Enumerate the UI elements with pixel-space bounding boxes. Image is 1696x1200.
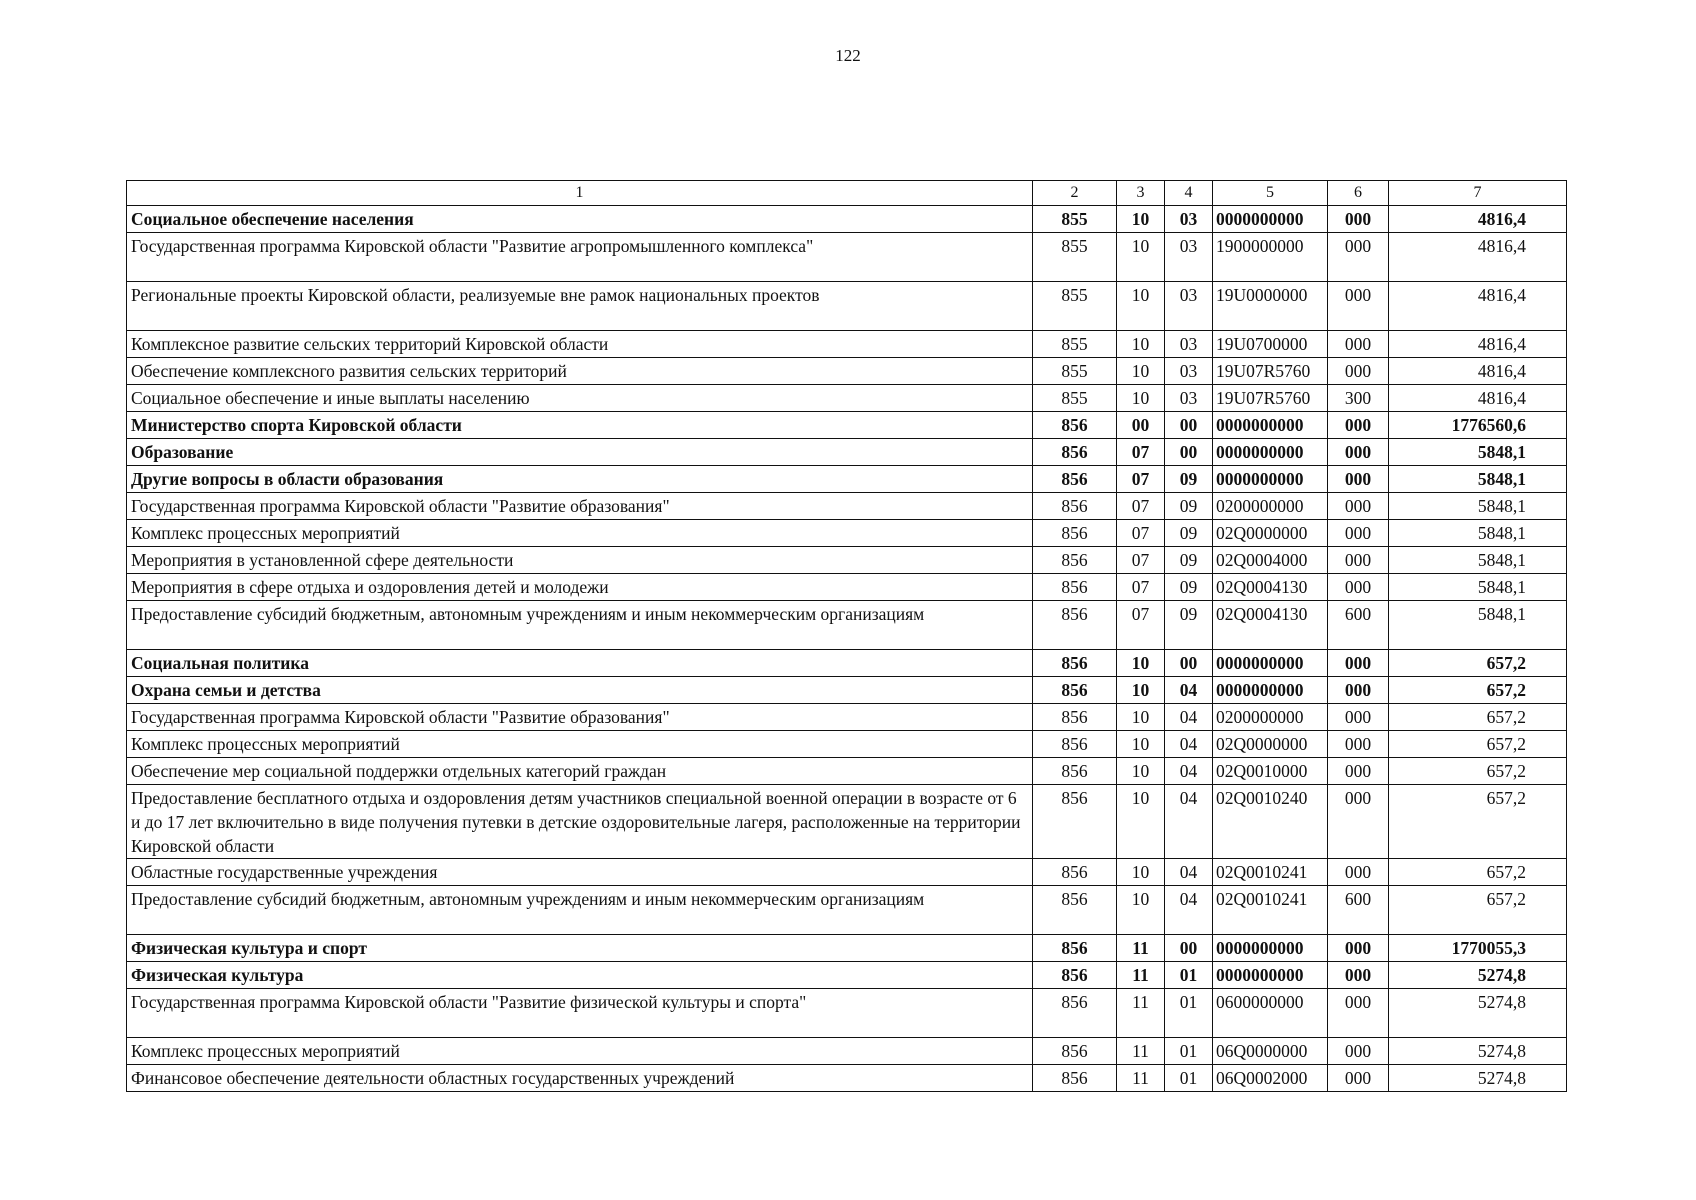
row-name-cell: Государственная программа Кировской области "Развитие агропромышленного комплекса" xyxy=(127,233,1033,282)
row-name-cell: Охрана семьи и детства xyxy=(127,677,1033,704)
expense-type-cell: 000 xyxy=(1328,206,1389,233)
table-row xyxy=(127,493,1567,520)
expense-type-cell: 000 xyxy=(1328,989,1389,1038)
row-name-cell: Предоставление субсидий бюджетным, автономным учреждениям и иным некоммерческим организациям xyxy=(127,601,1033,650)
section-code-cell: 07 xyxy=(1117,547,1165,574)
section-code-cell: 10 xyxy=(1117,785,1165,859)
row-name-cell: Предоставление бесплатного отдыха и оздоровления детям участников специальной военной операции в возрасте от 6 и до 17 лет включительно в виде получения путевки в детские оздоровительные лагеря, расположенные на территории Кировской области xyxy=(127,785,1033,859)
chapter-code-cell: 856 xyxy=(1033,677,1117,704)
chapter-code-cell: 856 xyxy=(1033,886,1117,935)
table-row xyxy=(127,935,1567,962)
subsection-code-cell: 03 xyxy=(1165,233,1213,282)
subsection-code-cell: 01 xyxy=(1165,1065,1213,1092)
table-row xyxy=(127,650,1567,677)
target-article-cell: 0000000000 xyxy=(1213,439,1328,466)
chapter-code-cell: 856 xyxy=(1033,650,1117,677)
table-row xyxy=(127,601,1567,650)
chapter-code-cell: 856 xyxy=(1033,412,1117,439)
target-article-cell: 0000000000 xyxy=(1213,962,1328,989)
expense-type-cell: 000 xyxy=(1328,731,1389,758)
row-name-cell: Государственная программа Кировской области "Развитие образования" xyxy=(127,704,1033,731)
row-name-cell: Государственная программа Кировской области "Развитие физической культуры и спорта" xyxy=(127,989,1033,1038)
table-row xyxy=(127,233,1567,282)
amount-cell: 5848,1 xyxy=(1389,466,1567,493)
subsection-code-cell: 09 xyxy=(1165,601,1213,650)
amount-cell: 657,2 xyxy=(1389,704,1567,731)
subsection-code-cell: 03 xyxy=(1165,206,1213,233)
row-name-cell: Физическая культура и спорт xyxy=(127,935,1033,962)
subsection-code-cell: 04 xyxy=(1165,677,1213,704)
target-article-cell: 0200000000 xyxy=(1213,493,1328,520)
subsection-code-cell: 09 xyxy=(1165,466,1213,493)
section-code-cell: 07 xyxy=(1117,601,1165,650)
row-name-cell: Комплекс процессных мероприятий xyxy=(127,520,1033,547)
amount-cell: 5848,1 xyxy=(1389,547,1567,574)
header-cell-1: 1 xyxy=(127,181,1033,206)
row-name-cell: Областные государственные учреждения xyxy=(127,859,1033,886)
header-cell-6: 6 xyxy=(1328,181,1389,206)
table-row xyxy=(127,547,1567,574)
amount-cell: 657,2 xyxy=(1389,886,1567,935)
target-article-cell: 02Q0010240 xyxy=(1213,785,1328,859)
expense-type-cell: 000 xyxy=(1328,520,1389,547)
table-row xyxy=(127,785,1567,859)
row-name-cell: Предоставление субсидий бюджетным, автономным учреждениям и иным некоммерческим организациям xyxy=(127,886,1033,935)
section-code-cell: 00 xyxy=(1117,412,1165,439)
target-article-cell: 19U0700000 xyxy=(1213,331,1328,358)
row-name-cell: Физическая культура xyxy=(127,962,1033,989)
row-name-cell: Социальное обеспечение и иные выплаты населению xyxy=(127,385,1033,412)
chapter-code-cell: 856 xyxy=(1033,785,1117,859)
amount-cell: 4816,4 xyxy=(1389,206,1567,233)
expense-type-cell: 000 xyxy=(1328,650,1389,677)
subsection-code-cell: 00 xyxy=(1165,650,1213,677)
chapter-code-cell: 856 xyxy=(1033,731,1117,758)
row-name-cell: Комплексное развитие сельских территорий Кировской области xyxy=(127,331,1033,358)
chapter-code-cell: 856 xyxy=(1033,962,1117,989)
subsection-code-cell: 04 xyxy=(1165,859,1213,886)
subsection-code-cell: 03 xyxy=(1165,282,1213,331)
chapter-code-cell: 856 xyxy=(1033,520,1117,547)
chapter-code-cell: 856 xyxy=(1033,704,1117,731)
target-article-cell: 02Q0000000 xyxy=(1213,520,1328,547)
expense-type-cell: 000 xyxy=(1328,233,1389,282)
expense-type-cell: 300 xyxy=(1328,385,1389,412)
amount-cell: 657,2 xyxy=(1389,758,1567,785)
row-name-cell: Финансовое обеспечение деятельности областных государственных учреждений xyxy=(127,1065,1033,1092)
subsection-code-cell: 01 xyxy=(1165,962,1213,989)
chapter-code-cell: 856 xyxy=(1033,547,1117,574)
subsection-code-cell: 03 xyxy=(1165,385,1213,412)
subsection-code-cell: 09 xyxy=(1165,574,1213,601)
expense-type-cell: 000 xyxy=(1328,466,1389,493)
target-article-cell: 19U07R5760 xyxy=(1213,385,1328,412)
row-name-cell: Образование xyxy=(127,439,1033,466)
chapter-code-cell: 855 xyxy=(1033,331,1117,358)
target-article-cell: 02Q0004000 xyxy=(1213,547,1328,574)
expense-type-cell: 000 xyxy=(1328,439,1389,466)
section-code-cell: 10 xyxy=(1117,704,1165,731)
expense-type-cell: 000 xyxy=(1328,282,1389,331)
target-article-cell: 0000000000 xyxy=(1213,935,1328,962)
amount-cell: 657,2 xyxy=(1389,859,1567,886)
subsection-code-cell: 01 xyxy=(1165,1038,1213,1065)
subsection-code-cell: 00 xyxy=(1165,412,1213,439)
row-name-cell: Обеспечение комплексного развития сельских территорий xyxy=(127,358,1033,385)
expense-type-cell: 000 xyxy=(1328,574,1389,601)
expense-type-cell: 000 xyxy=(1328,935,1389,962)
row-name-cell: Другие вопросы в области образования xyxy=(127,466,1033,493)
expense-type-cell: 000 xyxy=(1328,1065,1389,1092)
subsection-code-cell: 04 xyxy=(1165,758,1213,785)
target-article-cell: 0000000000 xyxy=(1213,650,1328,677)
target-article-cell: 19U0000000 xyxy=(1213,282,1328,331)
section-code-cell: 10 xyxy=(1117,206,1165,233)
expense-type-cell: 000 xyxy=(1328,704,1389,731)
target-article-cell: 19U07R5760 xyxy=(1213,358,1328,385)
target-article-cell: 0000000000 xyxy=(1213,206,1328,233)
subsection-code-cell: 04 xyxy=(1165,785,1213,859)
section-code-cell: 11 xyxy=(1117,989,1165,1038)
chapter-code-cell: 856 xyxy=(1033,439,1117,466)
table-row xyxy=(127,859,1567,886)
amount-cell: 5848,1 xyxy=(1389,439,1567,466)
amount-cell: 657,2 xyxy=(1389,785,1567,859)
subsection-code-cell: 00 xyxy=(1165,935,1213,962)
target-article-cell: 02Q0010000 xyxy=(1213,758,1328,785)
amount-cell: 5848,1 xyxy=(1389,574,1567,601)
subsection-code-cell: 04 xyxy=(1165,886,1213,935)
section-code-cell: 10 xyxy=(1117,758,1165,785)
table-row xyxy=(127,1065,1567,1092)
row-name-cell: Социальная политика xyxy=(127,650,1033,677)
expense-type-cell: 000 xyxy=(1328,412,1389,439)
chapter-code-cell: 855 xyxy=(1033,206,1117,233)
header-cell-3: 3 xyxy=(1117,181,1165,206)
amount-cell: 5848,1 xyxy=(1389,601,1567,650)
section-code-cell: 11 xyxy=(1117,962,1165,989)
expense-type-cell: 000 xyxy=(1328,859,1389,886)
section-code-cell: 07 xyxy=(1117,439,1165,466)
amount-cell: 5274,8 xyxy=(1389,962,1567,989)
header-cell-4: 4 xyxy=(1165,181,1213,206)
section-code-cell: 07 xyxy=(1117,574,1165,601)
section-code-cell: 07 xyxy=(1117,520,1165,547)
amount-cell: 4816,4 xyxy=(1389,331,1567,358)
expense-type-cell: 000 xyxy=(1328,962,1389,989)
target-article-cell: 0000000000 xyxy=(1213,677,1328,704)
row-name-cell: Социальное обеспечение населения xyxy=(127,206,1033,233)
subsection-code-cell: 09 xyxy=(1165,547,1213,574)
header-cell-5: 5 xyxy=(1213,181,1328,206)
table-row xyxy=(127,962,1567,989)
amount-cell: 5274,8 xyxy=(1389,1038,1567,1065)
section-code-cell: 10 xyxy=(1117,650,1165,677)
section-code-cell: 10 xyxy=(1117,859,1165,886)
row-name-cell: Региональные проекты Кировской области, реализуемые вне рамок национальных проектов xyxy=(127,282,1033,331)
chapter-code-cell: 855 xyxy=(1033,385,1117,412)
subsection-code-cell: 03 xyxy=(1165,331,1213,358)
section-code-cell: 10 xyxy=(1117,331,1165,358)
chapter-code-cell: 856 xyxy=(1033,574,1117,601)
table-row xyxy=(127,358,1567,385)
chapter-code-cell: 856 xyxy=(1033,758,1117,785)
chapter-code-cell: 856 xyxy=(1033,989,1117,1038)
table-body xyxy=(127,181,1567,1092)
table-row xyxy=(127,731,1567,758)
amount-cell: 5274,8 xyxy=(1389,989,1567,1038)
section-code-cell: 10 xyxy=(1117,358,1165,385)
section-code-cell: 07 xyxy=(1117,493,1165,520)
table-row xyxy=(127,412,1567,439)
page-number: 122 xyxy=(835,46,861,65)
chapter-code-cell: 855 xyxy=(1033,233,1117,282)
subsection-code-cell: 04 xyxy=(1165,704,1213,731)
subsection-code-cell: 00 xyxy=(1165,439,1213,466)
chapter-code-cell: 856 xyxy=(1033,466,1117,493)
section-code-cell: 10 xyxy=(1117,385,1165,412)
amount-cell: 657,2 xyxy=(1389,731,1567,758)
subsection-code-cell: 01 xyxy=(1165,989,1213,1038)
table-row xyxy=(127,758,1567,785)
budget-table xyxy=(126,180,1567,1092)
row-name-cell: Министерство спорта Кировской области xyxy=(127,412,1033,439)
table-row xyxy=(127,886,1567,935)
target-article-cell: 02Q0010241 xyxy=(1213,859,1328,886)
section-code-cell: 11 xyxy=(1117,935,1165,962)
target-article-cell: 0000000000 xyxy=(1213,466,1328,493)
row-name-cell: Государственная программа Кировской области "Развитие образования" xyxy=(127,493,1033,520)
target-article-cell: 06Q0002000 xyxy=(1213,1065,1328,1092)
chapter-code-cell: 855 xyxy=(1033,282,1117,331)
section-code-cell: 10 xyxy=(1117,233,1165,282)
amount-cell: 4816,4 xyxy=(1389,385,1567,412)
expense-type-cell: 600 xyxy=(1328,601,1389,650)
table-row xyxy=(127,282,1567,331)
chapter-code-cell: 856 xyxy=(1033,1065,1117,1092)
table-row xyxy=(127,385,1567,412)
target-article-cell: 0000000000 xyxy=(1213,412,1328,439)
chapter-code-cell: 855 xyxy=(1033,358,1117,385)
chapter-code-cell: 856 xyxy=(1033,493,1117,520)
target-article-cell: 1900000000 xyxy=(1213,233,1328,282)
row-name-cell: Комплекс процессных мероприятий xyxy=(127,731,1033,758)
amount-cell: 4816,4 xyxy=(1389,282,1567,331)
expense-type-cell: 000 xyxy=(1328,331,1389,358)
target-article-cell: 02Q0004130 xyxy=(1213,574,1328,601)
chapter-code-cell: 856 xyxy=(1033,859,1117,886)
table-row xyxy=(127,206,1567,233)
expense-type-cell: 600 xyxy=(1328,886,1389,935)
header-cell-2: 2 xyxy=(1033,181,1117,206)
table-row xyxy=(127,989,1567,1038)
expense-type-cell: 000 xyxy=(1328,1038,1389,1065)
expense-type-cell: 000 xyxy=(1328,785,1389,859)
amount-cell: 4816,4 xyxy=(1389,358,1567,385)
target-article-cell: 0600000000 xyxy=(1213,989,1328,1038)
table-row xyxy=(127,574,1567,601)
row-name-cell: Обеспечение мер социальной поддержки отдельных категорий граждан xyxy=(127,758,1033,785)
amount-cell: 1770055,3 xyxy=(1389,935,1567,962)
section-code-cell: 07 xyxy=(1117,466,1165,493)
section-code-cell: 10 xyxy=(1117,731,1165,758)
target-article-cell: 0200000000 xyxy=(1213,704,1328,731)
row-name-cell: Комплекс процессных мероприятий xyxy=(127,1038,1033,1065)
row-name-cell: Мероприятия в установленной сфере деятельности xyxy=(127,547,1033,574)
expense-type-cell: 000 xyxy=(1328,758,1389,785)
expense-type-cell: 000 xyxy=(1328,358,1389,385)
amount-cell: 657,2 xyxy=(1389,677,1567,704)
table-row xyxy=(127,1038,1567,1065)
expense-type-cell: 000 xyxy=(1328,677,1389,704)
amount-cell: 5848,1 xyxy=(1389,520,1567,547)
expense-type-cell: 000 xyxy=(1328,493,1389,520)
chapter-code-cell: 856 xyxy=(1033,601,1117,650)
header-cell-7: 7 xyxy=(1389,181,1567,206)
subsection-code-cell: 09 xyxy=(1165,493,1213,520)
table-row xyxy=(127,439,1567,466)
section-code-cell: 11 xyxy=(1117,1038,1165,1065)
target-article-cell: 06Q0000000 xyxy=(1213,1038,1328,1065)
subsection-code-cell: 03 xyxy=(1165,358,1213,385)
section-code-cell: 10 xyxy=(1117,677,1165,704)
row-name-cell: Мероприятия в сфере отдыха и оздоровления детей и молодежи xyxy=(127,574,1033,601)
amount-cell: 5848,1 xyxy=(1389,493,1567,520)
table-row xyxy=(127,520,1567,547)
section-code-cell: 10 xyxy=(1117,886,1165,935)
section-code-cell: 10 xyxy=(1117,282,1165,331)
subsection-code-cell: 04 xyxy=(1165,731,1213,758)
amount-cell: 657,2 xyxy=(1389,650,1567,677)
chapter-code-cell: 856 xyxy=(1033,935,1117,962)
header-row xyxy=(127,181,1567,206)
target-article-cell: 02Q0004130 xyxy=(1213,601,1328,650)
target-article-cell: 02Q0010241 xyxy=(1213,886,1328,935)
table-row xyxy=(127,677,1567,704)
expense-type-cell: 000 xyxy=(1328,547,1389,574)
target-article-cell: 02Q0000000 xyxy=(1213,731,1328,758)
chapter-code-cell: 856 xyxy=(1033,1038,1117,1065)
amount-cell: 4816,4 xyxy=(1389,233,1567,282)
amount-cell: 5274,8 xyxy=(1389,1065,1567,1092)
table-row xyxy=(127,331,1567,358)
subsection-code-cell: 09 xyxy=(1165,520,1213,547)
section-code-cell: 11 xyxy=(1117,1065,1165,1092)
table-row xyxy=(127,704,1567,731)
amount-cell: 1776560,6 xyxy=(1389,412,1567,439)
table-row xyxy=(127,466,1567,493)
